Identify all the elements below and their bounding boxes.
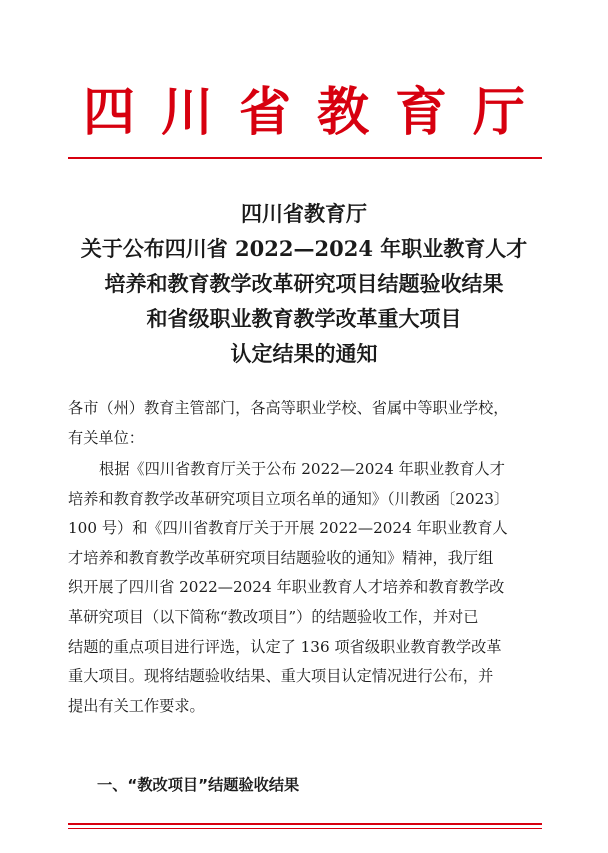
masthead-title: 四川省教育厅 [82, 82, 551, 143]
salutation [68, 394, 548, 453]
body-paragraph [68, 455, 548, 721]
body-line: 结题的重点项目进行评选，认定了 136 项省级职业教育教学改革 [68, 637, 502, 656]
title-line-issuer: 四川省教育厅 [241, 201, 367, 226]
footer-divider-thin [68, 828, 542, 829]
salutation-line: 各市（州）教育主管部门，各高等职业学校、省属中等职业学校， [68, 399, 509, 417]
body-line: 革研究项目（以下简称“教改项目”）的结题验收工作，并对已 [68, 607, 479, 626]
section-heading: 一、“教改项目”结题验收结果 [97, 776, 300, 794]
document-title [0, 196, 608, 371]
footer-divider-thick [68, 823, 542, 825]
body-line: 织开展了四川省 2022—2024 年职业教育人才培养和教育教学改 [68, 578, 505, 597]
masthead-divider [68, 157, 542, 159]
body-line: 重大项目。现将结题验收结果、重大项目认定情况进行公布，并 [68, 667, 494, 686]
salutation-line: 有关单位： [68, 428, 144, 447]
body-line: 培养和教育教学改革研究项目立项名单的通知》（川教函〔2023〕 [68, 489, 510, 508]
body-line: 根据《四川省教育厅关于公布 2022—2024 年职业教育人才 [99, 460, 505, 478]
body-line: 100 号）和《四川省教育厅关于开展 2022—2024 年职业教育人 [68, 519, 508, 538]
body-line: 才培养和教育教学改革研究项目结题验收的通知》精神，我厅组 [68, 548, 494, 567]
title-line: 关于公布四川省 2022—2024 年职业教育人才 [80, 236, 528, 261]
body-line: 提出有关工作要求。 [68, 696, 205, 715]
title-line: 培养和教育教学改革研究项目结题验收结果 [104, 271, 504, 296]
title-line: 和省级职业教育教学改革重大项目 [146, 306, 462, 331]
title-line: 认定结果的通知 [230, 341, 378, 366]
